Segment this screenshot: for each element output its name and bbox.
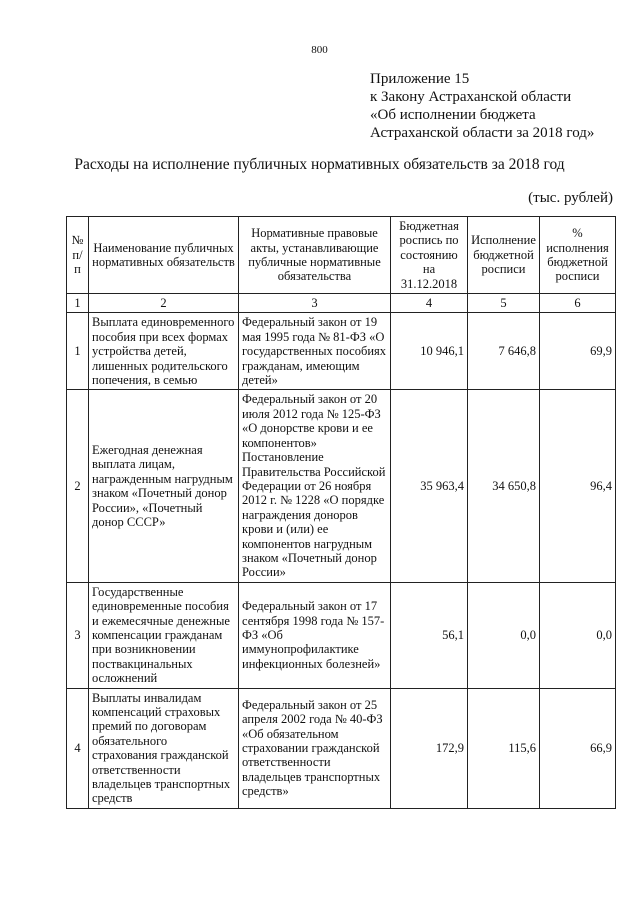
obligation-name: Выплата единовременного пособия при всех формах устройства детей, лишенных родительского попечения, в семью <box>89 313 239 390</box>
legal-act: Федеральный закон от 25 апреля 2002 года № 40-ФЗ «Об обязательном страховании гражданской ответственности владельцев транспортных средств» <box>239 688 391 808</box>
document-title: Расходы на исполнение публичных нормативных обязательств за 2018 год <box>74 156 565 173</box>
column-number: 1 <box>67 294 89 313</box>
legal-act: Федеральный закон от 19 мая 1995 года № 81-ФЗ «О государственных пособиях гражданам, имеющим детей» <box>239 313 391 390</box>
table-row <box>67 313 616 390</box>
row-number: 2 <box>67 390 89 582</box>
appendix-block <box>370 70 594 142</box>
column-number: 2 <box>89 294 239 313</box>
budget-value: 172,9 <box>391 688 468 808</box>
execution-value: 34 650,8 <box>468 390 540 582</box>
percent-value: 96,4 <box>540 390 616 582</box>
header-row <box>67 217 616 294</box>
table-row <box>67 390 616 582</box>
table-row <box>67 688 616 808</box>
column-number: 4 <box>391 294 468 313</box>
row-number: 3 <box>67 582 89 688</box>
appendix-line-3: «Об исполнении бюджета <box>370 107 536 123</box>
execution-value: 0,0 <box>468 582 540 688</box>
header-budget: Бюджетная роспись по состоянию на 31.12.2018 <box>391 217 468 294</box>
table-row <box>67 582 616 688</box>
budget-value: 56,1 <box>391 582 468 688</box>
percent-value: 66,9 <box>540 688 616 808</box>
appendix-line-1: Приложение 15 <box>370 71 470 87</box>
units-label: (тыс. рублей) <box>528 190 613 206</box>
obligation-name: Ежегодная денежная выплата лицам, награжденным нагрудным знаком «Почетный донор России», «Почетный донор СССР» <box>89 390 239 582</box>
execution-value: 7 646,8 <box>468 313 540 390</box>
header-act: Нормативные правовые акты, устанавливающие публичные нормативные обязательства <box>239 217 391 294</box>
row-number: 4 <box>67 688 89 808</box>
column-number: 3 <box>239 294 391 313</box>
budget-value: 35 963,4 <box>391 390 468 582</box>
appendix-line-4: Астраханской области за 2018 год» <box>370 125 595 141</box>
percent-value: 0,0 <box>540 582 616 688</box>
header-percent: % исполнения бюджетной росписи <box>540 217 616 294</box>
page-number: 800 <box>311 44 328 56</box>
percent-value: 69,9 <box>540 313 616 390</box>
column-number: 5 <box>468 294 540 313</box>
column-number: 6 <box>540 294 616 313</box>
header-name: Наименование публичных нормативных обязательств <box>89 217 239 294</box>
execution-value: 115,6 <box>468 688 540 808</box>
header-number: № п/п <box>67 217 89 294</box>
header-execution: Исполнение бюджетной росписи <box>468 217 540 294</box>
legal-act: Федеральный закон от 17 сентября 1998 года № 157-ФЗ «Об иммунопрофилактике инфекционных болезней» <box>239 582 391 688</box>
row-number: 1 <box>67 313 89 390</box>
obligations-table <box>66 216 616 809</box>
legal-act: Федеральный закон от 20 июля 2012 года № 125-ФЗ «О донорстве крови и ее компонентов» Постановление Правительства Российской Федерации от 26 ноября 2012 г. № 1228 «О порядке награждения доноров крови и (или) ее компонентов нагрудным знаком «Почетный донор России» <box>239 390 391 582</box>
budget-value: 10 946,1 <box>391 313 468 390</box>
appendix-line-2: к Закону Астраханской области <box>370 89 572 105</box>
obligation-name: Государственные единовременные пособия и ежемесячные денежные компенсации гражданам при возникновении поствакцинальных осложнений <box>89 582 239 688</box>
obligation-name: Выплаты инвалидам компенсаций страховых премий по договорам обязательного страхования гражданской ответственности владельцев транспортных средств <box>89 688 239 808</box>
column-number-row <box>67 294 616 313</box>
